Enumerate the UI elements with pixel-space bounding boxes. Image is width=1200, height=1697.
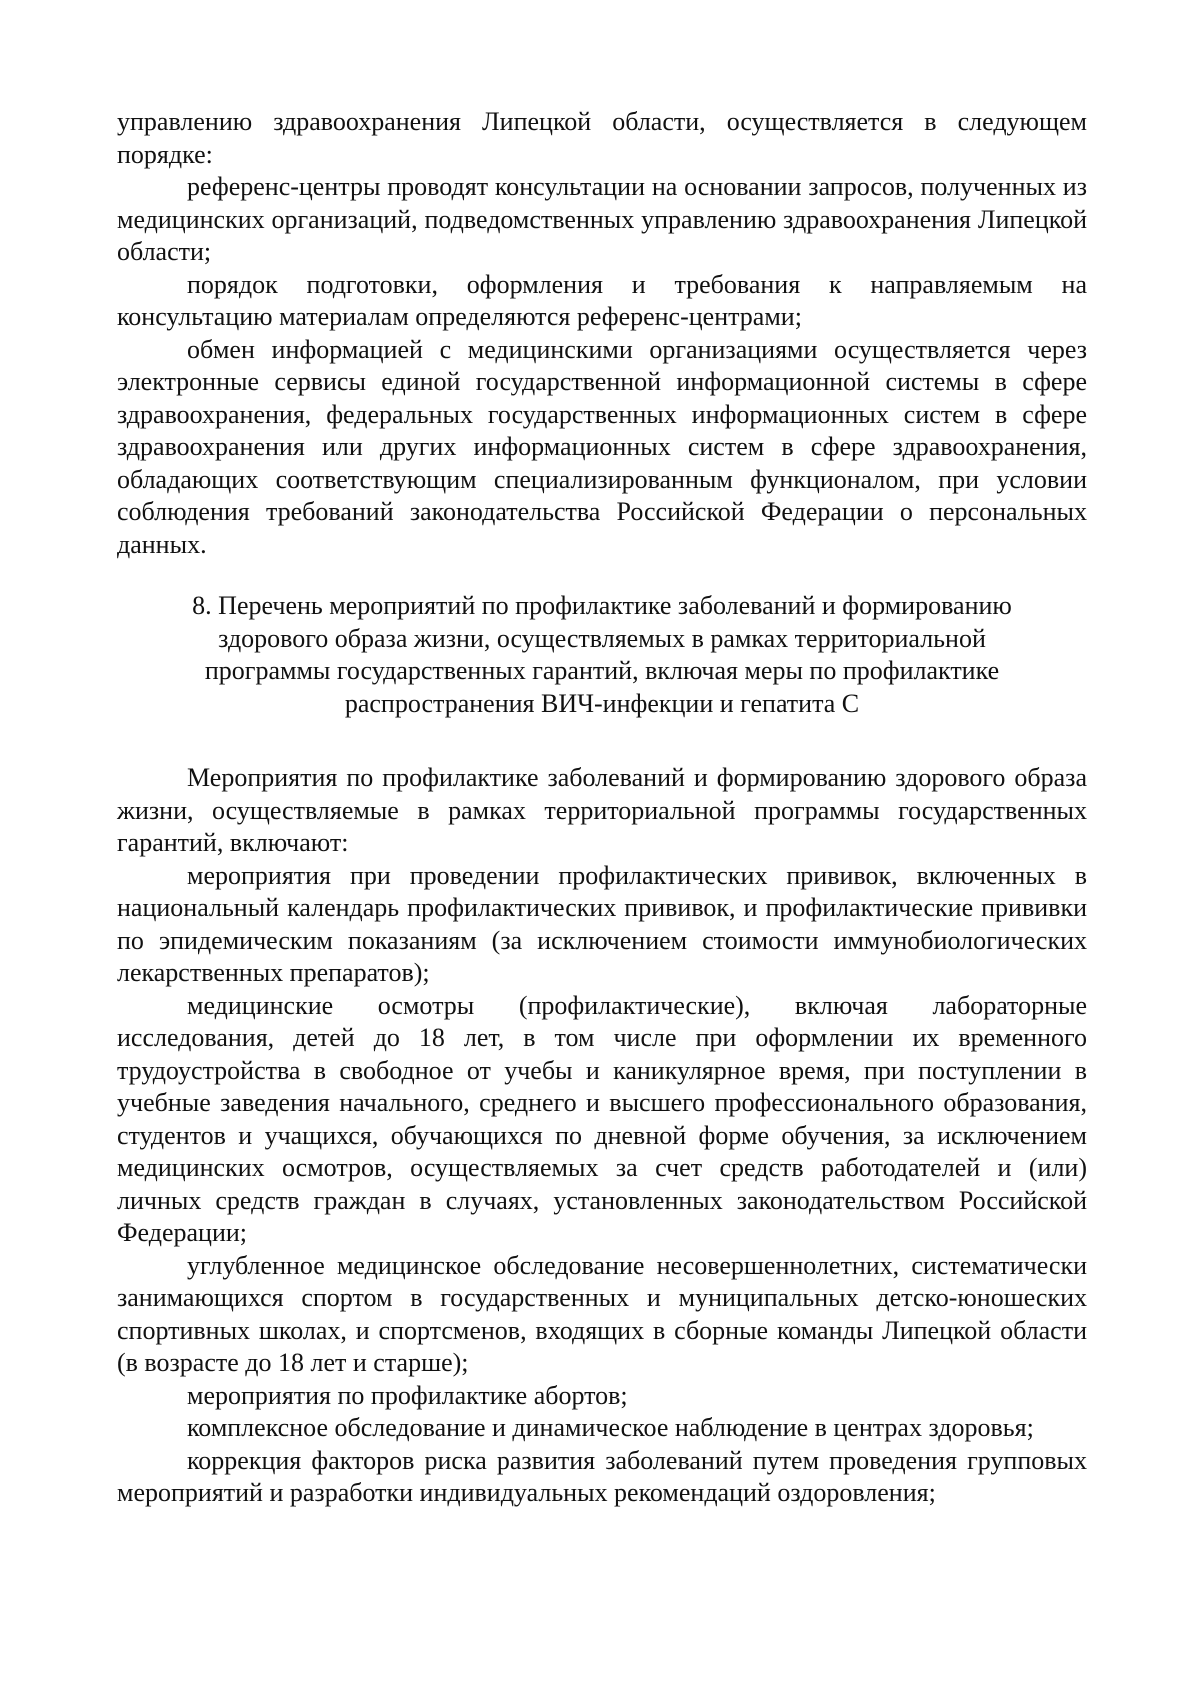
list-item: углубленное медицинское обследование несовершеннолетних, систематически занимающихся спортом в государственных и муниципальных детско-юношеских спортивных школах, и спортсменов, входящих в сборные команды Липецкой области (в возрасте до 18 лет и старше); — [117, 1250, 1087, 1377]
paragraph: обмен информацией с медицинскими организациями осуществляется через электронные сервисы единой государственной информационной системы в сфере здравоохранения, федеральных государственных информационных систем в сфере здравоохранения или других информационных систем в сфере здравоохранения, обладающих соответствующим специализированным функционалом, при условии соблюдения требований законодательства Российской Федерации о персональных данных. — [117, 334, 1087, 559]
list-item: мероприятия по профилактике абортов; — [187, 1380, 628, 1410]
list-item: коррекция факторов риска развития заболеваний путем проведения групповых мероприятий и разработки индивидуальных рекомендаций оздоровления; — [117, 1445, 1087, 1507]
section-heading: 8. Перечень мероприятий по профилактике заболеваний и формированию здорового образа жизни, осуществляемых в рамках территориальной программы государственных гарантий, включая меры по профилактике распространения ВИЧ-инфекции и гепатита С — [192, 591, 1012, 718]
paragraph: управлению здравоохранения Липецкой области, осуществляется в следующем порядке: — [117, 107, 1087, 169]
paragraph: референс-центры проводят консультации на основании запросов, полученных из медицинских организаций, подведомственных управлению здравоохранения Липецкой области; — [117, 172, 1087, 266]
list-item: медицинские осмотры (профилактические), включая лабораторные исследования, детей до 18 лет, в том числе при оформлении их временного трудоустройства в свободное от учебы и каникулярное время, при поступлении в учебные заведения начального, среднего и высшего профессионального образования, студентов и учащихся, обучающихся по дневной форме обучения, за исключением медицинских осмотров, осуществляемых за счет средств работодателей и (или) личных средств граждан в случаях, установленных законодательством Российской Федерации; — [117, 990, 1087, 1247]
document-page — [117, 106, 1087, 1510]
paragraph: Мероприятия по профилактике заболеваний и формированию здорового образа жизни, осуществляемые в рамках территориальной программы государственных гарантий, включают: — [117, 763, 1087, 857]
paragraph: порядок подготовки, оформления и требования к направляемым на консультацию материалам определяются референс-центрами; — [117, 269, 1087, 331]
list-item: мероприятия при проведении профилактических прививок, включенных в национальный календарь профилактических прививок, и профилактические прививки по эпидемическим показаниям (за исключением стоимости иммунобиологических лекарственных препаратов); — [117, 860, 1087, 987]
list-item: комплексное обследование и динамическое наблюдение в центрах здоровья; — [187, 1413, 1034, 1442]
